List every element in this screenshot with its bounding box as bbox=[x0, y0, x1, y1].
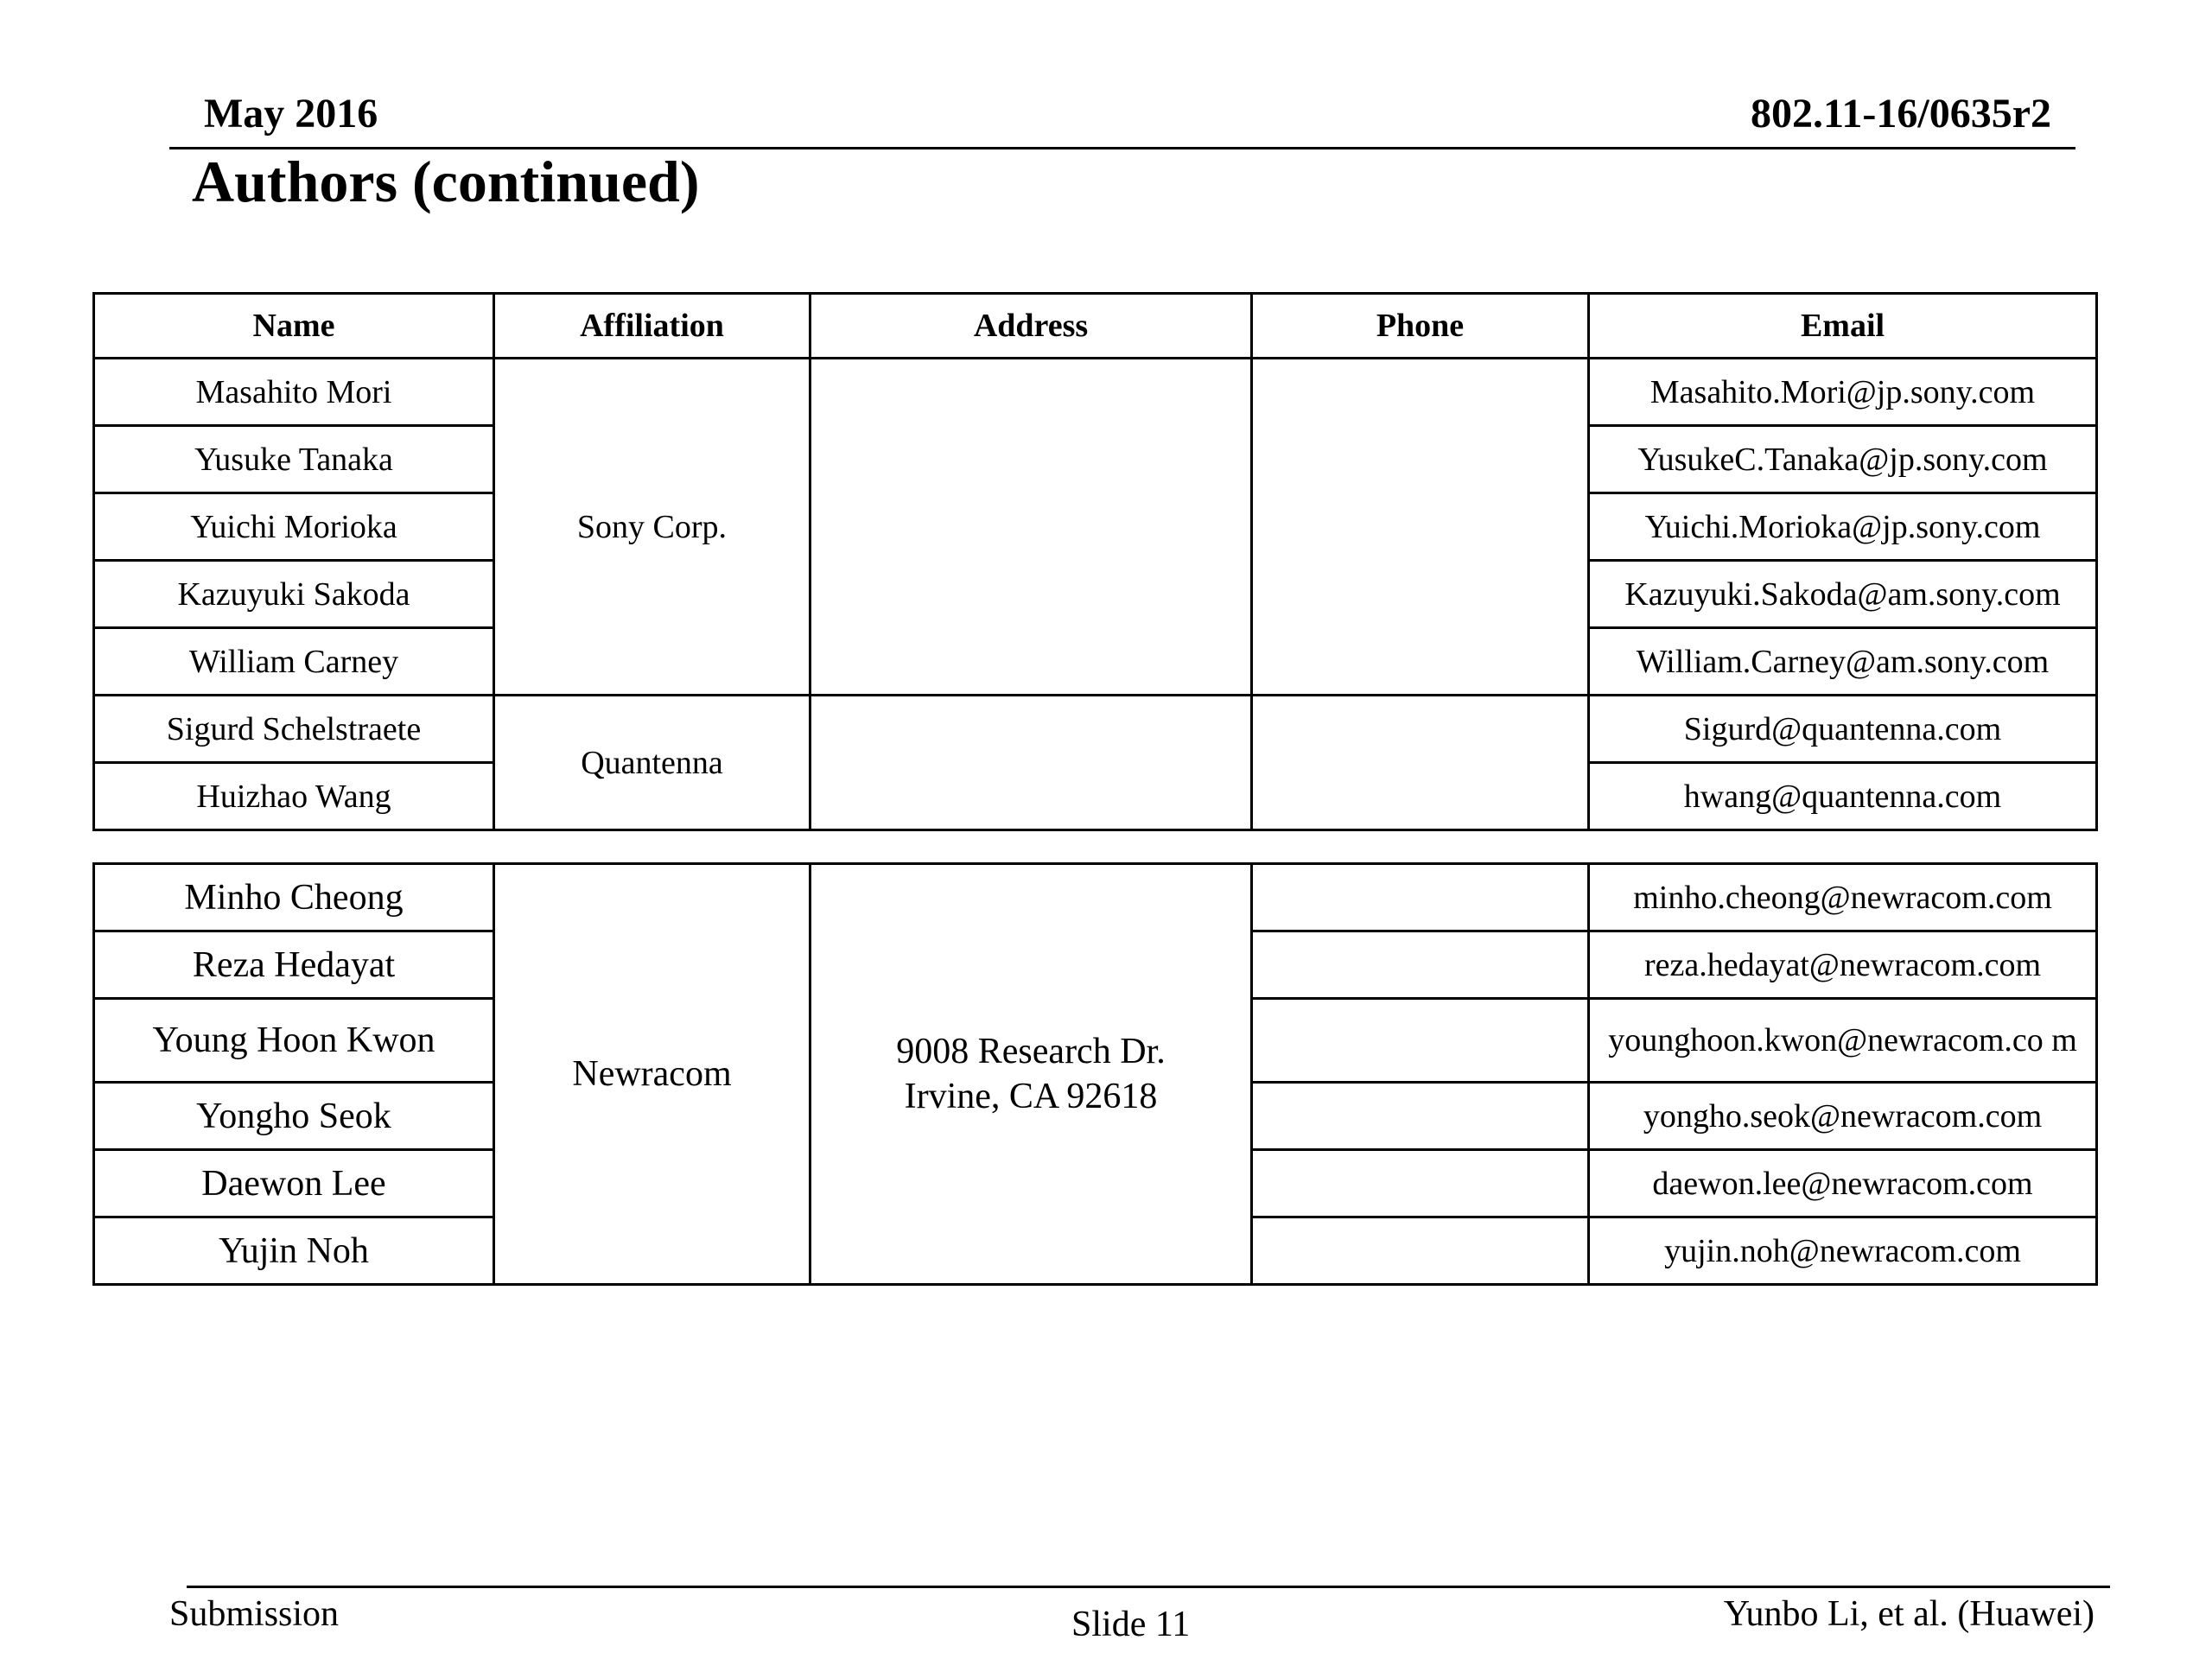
author-email: minho.cheong@newracom.com bbox=[1589, 864, 2097, 931]
phone-cell bbox=[1252, 359, 1589, 696]
affiliation-cell: Sony Corp. bbox=[494, 359, 810, 696]
phone-cell bbox=[1252, 696, 1589, 830]
address-cell bbox=[810, 864, 1252, 1285]
column-header-name: Name bbox=[94, 294, 494, 359]
author-name: Yongho Seok bbox=[94, 1083, 494, 1150]
authors-table-newracom bbox=[92, 862, 2098, 1286]
phone-cell bbox=[1252, 1150, 1589, 1217]
table-header-row bbox=[94, 294, 2097, 359]
author-name: Kazuyuki Sakoda bbox=[94, 561, 494, 628]
author-name: Minho Cheong bbox=[94, 864, 494, 931]
author-email: YusukeC.Tanaka@jp.sony.com bbox=[1589, 426, 2097, 493]
author-name: Yusuke Tanaka bbox=[94, 426, 494, 493]
author-email: yongho.seok@newracom.com bbox=[1589, 1083, 2097, 1150]
footer-divider bbox=[187, 1586, 2110, 1588]
author-name: Sigurd Schelstraete bbox=[94, 696, 494, 763]
header-document-id: 802.11-16/0635r2 bbox=[1751, 91, 2051, 137]
author-email: Sigurd@quantenna.com bbox=[1589, 696, 2097, 763]
affiliation-cell: Quantenna bbox=[494, 696, 810, 830]
address-cell bbox=[810, 696, 1252, 830]
phone-cell bbox=[1252, 1217, 1589, 1285]
author-name: Yujin Noh bbox=[94, 1217, 494, 1285]
table-row bbox=[94, 864, 2097, 931]
author-name: Yuichi Morioka bbox=[94, 493, 494, 561]
author-email: Yuichi.Morioka@jp.sony.com bbox=[1589, 493, 2097, 561]
phone-cell bbox=[1252, 999, 1589, 1083]
author-email: William.Carney@am.sony.com bbox=[1589, 628, 2097, 696]
author-email: younghoon.kwon@newracom.co m bbox=[1589, 999, 2097, 1083]
footer-slide-number: Slide 11 bbox=[1071, 1605, 1191, 1644]
author-email: Masahito.Mori@jp.sony.com bbox=[1589, 359, 2097, 426]
header-date: May 2016 bbox=[204, 91, 378, 137]
phone-cell bbox=[1252, 1083, 1589, 1150]
affiliation-cell: Newracom bbox=[494, 864, 810, 1285]
column-header-phone: Phone bbox=[1252, 294, 1589, 359]
author-email: yujin.noh@newracom.com bbox=[1589, 1217, 2097, 1285]
authors-table-sony-quantenna bbox=[92, 292, 2098, 831]
address-line-2: Irvine, CA 92618 bbox=[904, 1077, 1158, 1116]
author-name: Masahito Mori bbox=[94, 359, 494, 426]
author-name: Huizhao Wang bbox=[94, 763, 494, 830]
slide-title: Authors (continued) bbox=[192, 149, 700, 214]
author-name: Young Hoon Kwon bbox=[94, 999, 494, 1083]
address-cell bbox=[810, 359, 1252, 696]
column-header-address: Address bbox=[810, 294, 1252, 359]
address-line-1: 9008 Research Dr. bbox=[896, 1032, 1166, 1071]
author-name: Reza Hedayat bbox=[94, 931, 494, 999]
footer-submission: Submission bbox=[169, 1594, 340, 1634]
author-email: hwang@quantenna.com bbox=[1589, 763, 2097, 830]
author-email: Kazuyuki.Sakoda@am.sony.com bbox=[1589, 561, 2097, 628]
author-email: reza.hedayat@newracom.com bbox=[1589, 931, 2097, 999]
phone-cell bbox=[1252, 864, 1589, 931]
table-row bbox=[94, 696, 2097, 763]
column-header-affiliation: Affiliation bbox=[494, 294, 810, 359]
footer-authors: Yunbo Li, et al. (Huawei) bbox=[1723, 1594, 2094, 1634]
phone-cell bbox=[1252, 931, 1589, 999]
column-header-email: Email bbox=[1589, 294, 2097, 359]
author-name: Daewon Lee bbox=[94, 1150, 494, 1217]
author-name: William Carney bbox=[94, 628, 494, 696]
author-email: daewon.lee@newracom.com bbox=[1589, 1150, 2097, 1217]
table-row bbox=[94, 359, 2097, 426]
